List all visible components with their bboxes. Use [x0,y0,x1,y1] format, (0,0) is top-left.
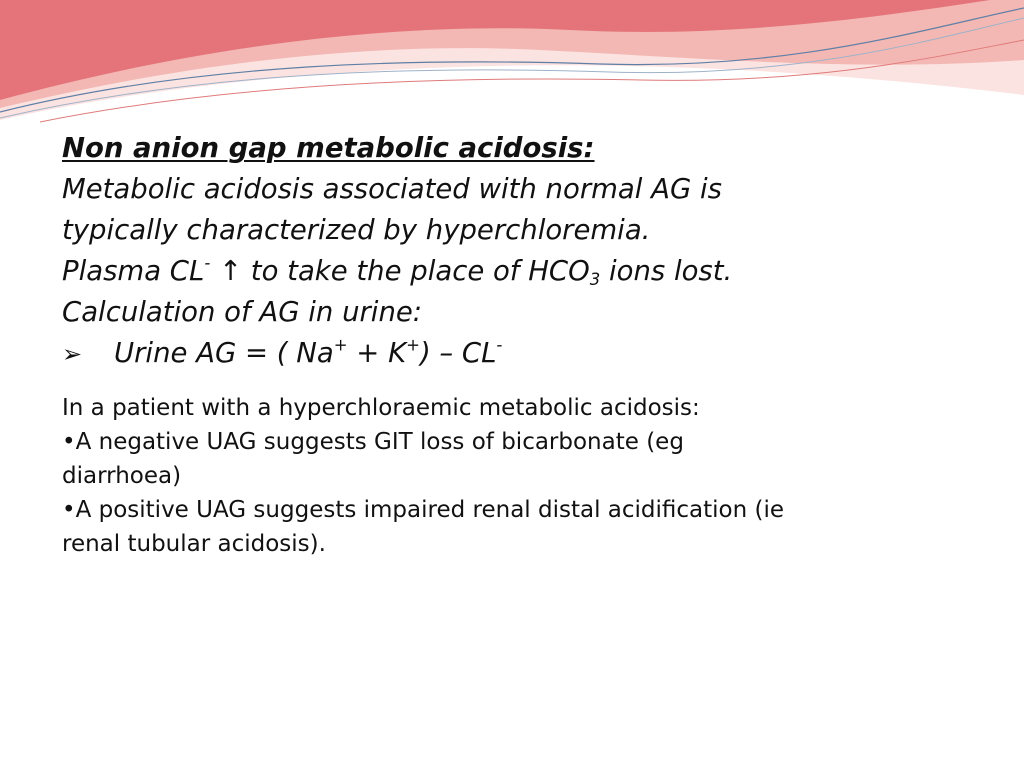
na-charge: + [333,335,348,355]
plasma-prefix: Plasma CL [62,255,205,287]
positive-uag-line-2: renal tubular acidosis). [62,531,326,557]
plasma-suffix: ions lost. [600,255,733,287]
plasma-middle: ↑ to take the place of HCO [210,255,590,287]
formula-cl-charge: - [496,335,503,355]
negative-uag-line-1: •A negative UAG suggests GIT loss of bicarbonate (eg [62,429,684,455]
slide-heading: Non anion gap metabolic acidosis: [62,132,595,164]
formula-part3: ) – CL [419,337,497,369]
formula-line [62,333,962,375]
plasma-cl-line [62,251,962,292]
slide-content [62,128,962,561]
k-charge: + [406,335,420,355]
interpretation-intro: In a patient with a hyperchloraemic metabolic acidosis: [62,395,700,421]
cl-charge: - [204,253,211,273]
positive-uag-line-1: •A positive UAG suggests impaired renal distal acidification (ie [62,497,785,523]
negative-uag-line-2: diarrhoea) [62,463,182,489]
formula-part2: + K [347,337,407,369]
formula-text [114,333,502,374]
hco-subscript: 3 [589,269,601,289]
definition-line-2: typically characterized by hyperchloremia. [62,214,651,246]
arrow-bullet-icon: ➢ [62,340,83,368]
calculation-label: Calculation of AG in urine: [62,296,423,328]
definition-line-1: Metabolic acidosis associated with normal AG is [62,173,722,205]
formula-part1: Urine AG = ( Na [114,337,334,369]
interpretation-block [62,391,962,561]
header-wave-decoration [0,0,1024,130]
